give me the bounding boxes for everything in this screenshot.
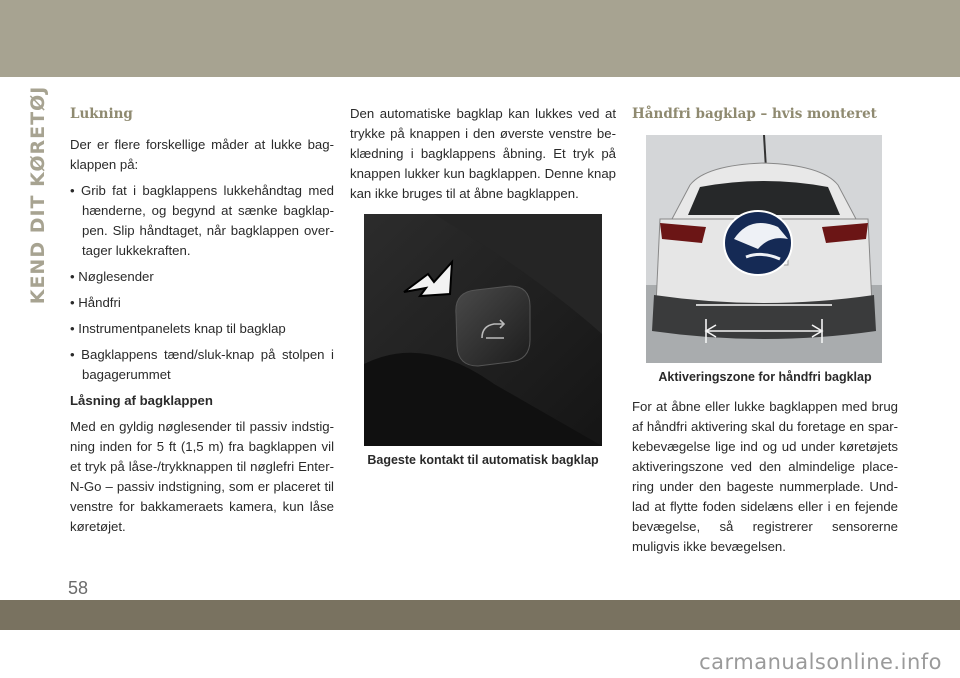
vehicle-rear-illustration [646, 135, 882, 363]
page-number: 58 [68, 578, 89, 598]
footer-band [0, 600, 960, 630]
figure-caption: Bageste kontakt til automatisk bagklap [367, 453, 599, 467]
handsfree-paragraph: For at åbne eller lukke bagklappen med brug af håndfri aktivering skal du foretage en spar-kebevægelse lige ind og ud under køretøjets aktiveringszone ved den almindelige place-ring under den bageste nummerplade. Und-lad at flytte foden sidelæns eller i en fejende bevægelse, så registrerer sensorerne muligvis ikke bevægelsen. [632, 399, 898, 554]
rear-switch-illustration [364, 214, 602, 446]
side-title-text: KEND DIT KØRETØJ [27, 85, 49, 305]
bullet-item: • Grib fat i bagklappens lukkehåndtag med hænderne, og begynd at sænke bagklap-pen. Slip håndtaget, når bagklappen over-tager lukkekraften. [70, 183, 334, 258]
column-middle [350, 104, 616, 468]
bullet-item: • Nøglesender [70, 269, 154, 284]
bullet-item: • Bagklappens tænd/sluk-knap på stolpen i bagagerummet [70, 347, 334, 382]
section-side-title [22, 85, 54, 305]
column-right [632, 104, 898, 563]
locking-paragraph: Med en gyldig nøglesender til passiv indstig-ning inden for 5 ft (1,5 m) fra bagklappen vil et tryk på låse-/trykknappen til nøglefri Enter-N-Go – passiv indstigning, som er placeret til venstre for bakkameraets kamera, kun låse køretøjet. [70, 419, 334, 534]
closing-intro: Der er flere forskellige måder at lukke bag-klappen på: [70, 137, 334, 172]
figure-rear-switch [364, 214, 602, 446]
heading-handsfree-liftgate: Håndfri bagklap – hvis monteret [632, 106, 877, 122]
column-left [70, 104, 334, 543]
subheading-locking: Låsning af bagklappen [70, 393, 213, 408]
figure-activation-zone [646, 135, 882, 363]
figure-caption: Aktiveringszone for håndfri bagklap [658, 370, 872, 384]
heading-closing: Lukning [70, 106, 133, 122]
bullet-item: • Håndfri [70, 295, 121, 310]
bullet-item: • Instrumentpanelets knap til bagklap [70, 321, 286, 336]
auto-close-paragraph: Den automatiske bagklap kan lukkes ved at trykke på knappen i den øverste venstre be-klædning i bagklappens åbning. Et tryk på knappen lukker kun bagklappen. Denne knap kan ikke bruges til at åbne bagklappen. [350, 106, 616, 201]
watermark: carmanualsonline.info [699, 650, 942, 674]
header-band [0, 0, 960, 77]
header-strip [0, 77, 960, 85]
